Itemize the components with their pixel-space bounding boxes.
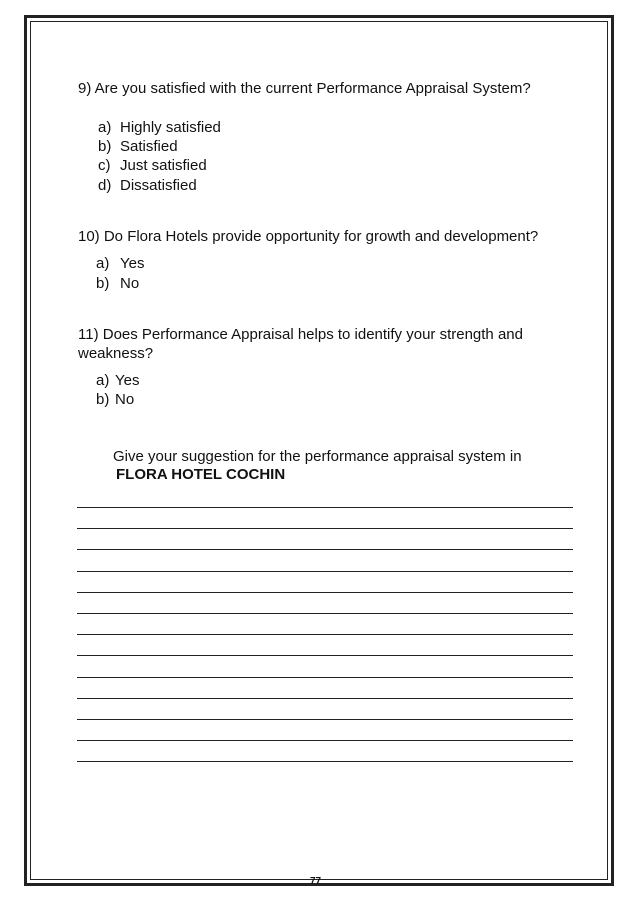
- question-9-option-d[interactable]: [98, 176, 197, 195]
- question-10-option-b[interactable]: [96, 274, 139, 293]
- option-label: Just satisfied: [120, 157, 207, 174]
- answer-line[interactable]: [77, 634, 573, 635]
- option-letter: a): [96, 372, 110, 389]
- option-letter: b): [98, 138, 112, 155]
- option-label: Yes: [120, 255, 145, 272]
- question-11: 11) Does Performance Appraisal helps to identify your strength and weakness?: [78, 326, 523, 362]
- option-label: Dissatisfied: [120, 177, 197, 194]
- question-11-option-a[interactable]: [96, 371, 139, 390]
- answer-line[interactable]: [77, 528, 573, 529]
- answer-line[interactable]: [77, 740, 573, 741]
- answer-line[interactable]: [77, 549, 573, 550]
- option-letter: d): [98, 177, 112, 194]
- answer-line[interactable]: [77, 507, 573, 508]
- answer-line[interactable]: [77, 698, 573, 699]
- option-label: No: [120, 275, 140, 292]
- answer-line[interactable]: [77, 655, 573, 656]
- answer-line[interactable]: [77, 571, 573, 572]
- answer-line[interactable]: [77, 761, 573, 762]
- question-10: 10) Do Flora Hotels provide opportunity for growth and development?: [78, 228, 539, 245]
- answer-line[interactable]: [77, 592, 573, 593]
- question-9: 9) Are you satisfied with the current Performance Appraisal System?: [78, 80, 531, 97]
- suggestion-prompt: Give your suggestion for the performance appraisal system in: [113, 448, 522, 465]
- answer-line[interactable]: [77, 719, 573, 720]
- answer-line[interactable]: [77, 613, 573, 614]
- question-10-option-a[interactable]: [96, 254, 144, 273]
- option-label: No: [115, 391, 135, 408]
- option-letter: b): [96, 275, 110, 292]
- answer-line[interactable]: [77, 677, 573, 678]
- question-9-option-c[interactable]: [98, 156, 207, 175]
- option-letter: a): [96, 255, 110, 272]
- option-letter: a): [98, 119, 112, 136]
- page-number: 77: [310, 876, 322, 887]
- option-label: Yes: [115, 372, 140, 389]
- option-letter: c): [98, 157, 111, 174]
- option-letter: b): [96, 391, 110, 408]
- hotel-name: FLORA HOTEL COCHIN: [116, 466, 286, 483]
- question-9-option-b[interactable]: [98, 137, 178, 156]
- option-label: Satisfied: [120, 138, 178, 155]
- question-9-option-a[interactable]: [98, 118, 221, 137]
- option-label: Highly satisfied: [120, 119, 221, 136]
- question-11-option-b[interactable]: [96, 390, 134, 409]
